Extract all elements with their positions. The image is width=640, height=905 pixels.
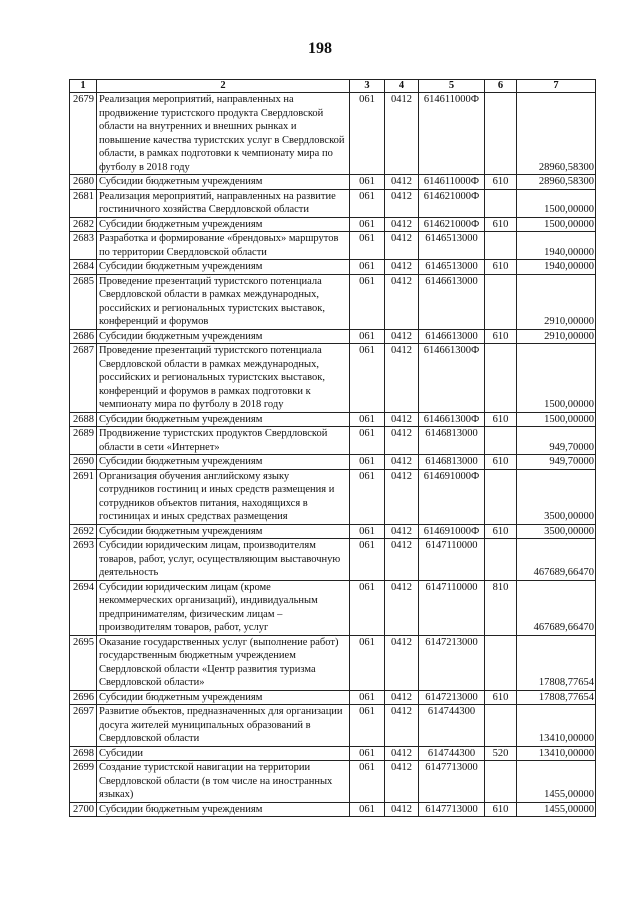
header-col-4: 4 bbox=[385, 80, 419, 93]
row-code-3: 061 bbox=[350, 175, 385, 190]
row-number: 2683 bbox=[70, 232, 97, 260]
row-name: Субсидии бюджетным учреждениям bbox=[97, 690, 350, 705]
row-code-3: 061 bbox=[350, 260, 385, 275]
header-col-2: 2 bbox=[97, 80, 350, 93]
row-code-4: 0412 bbox=[385, 802, 419, 817]
row-amount: 2910,00000 bbox=[517, 274, 596, 329]
table-row bbox=[70, 260, 596, 275]
row-code-4: 0412 bbox=[385, 705, 419, 747]
row-name: Субсидии бюджетным учреждениям bbox=[97, 455, 350, 470]
row-amount: 1940,00000 bbox=[517, 260, 596, 275]
row-code-3: 061 bbox=[350, 705, 385, 747]
row-code-3: 061 bbox=[350, 635, 385, 690]
row-code-5: 6146513000 bbox=[419, 232, 485, 260]
table-row bbox=[70, 93, 596, 175]
row-code-5: 6147110000 bbox=[419, 539, 485, 581]
row-code-3: 061 bbox=[350, 232, 385, 260]
row-code-5: 6146613000 bbox=[419, 329, 485, 344]
row-code-6 bbox=[485, 635, 517, 690]
row-code-4: 0412 bbox=[385, 189, 419, 217]
row-code-6 bbox=[485, 539, 517, 581]
table-row bbox=[70, 635, 596, 690]
row-code-4: 0412 bbox=[385, 344, 419, 413]
row-name: Реализация мероприятий, направленных на развитие гостиничного хозяйства Свердловской области bbox=[97, 189, 350, 217]
row-number: 2679 bbox=[70, 93, 97, 175]
row-code-4: 0412 bbox=[385, 746, 419, 761]
row-name: Субсидии бюджетным учреждениям bbox=[97, 524, 350, 539]
row-code-4: 0412 bbox=[385, 761, 419, 803]
row-code-6: 610 bbox=[485, 217, 517, 232]
row-code-4: 0412 bbox=[385, 524, 419, 539]
row-code-6: 610 bbox=[485, 524, 517, 539]
row-code-6 bbox=[485, 232, 517, 260]
row-code-6: 610 bbox=[485, 175, 517, 190]
row-code-3: 061 bbox=[350, 427, 385, 455]
table-row bbox=[70, 455, 596, 470]
table-row bbox=[70, 232, 596, 260]
row-code-4: 0412 bbox=[385, 232, 419, 260]
row-code-3: 061 bbox=[350, 455, 385, 470]
row-amount: 3500,00000 bbox=[517, 469, 596, 524]
row-number: 2691 bbox=[70, 469, 97, 524]
row-code-5: 6147713000 bbox=[419, 761, 485, 803]
row-amount: 1500,00000 bbox=[517, 412, 596, 427]
row-code-5: 614691000Ф bbox=[419, 524, 485, 539]
row-name: Субсидии бюджетным учреждениям bbox=[97, 175, 350, 190]
row-code-3: 061 bbox=[350, 217, 385, 232]
row-code-3: 061 bbox=[350, 761, 385, 803]
row-number: 2689 bbox=[70, 427, 97, 455]
row-amount: 1500,00000 bbox=[517, 344, 596, 413]
row-amount: 13410,00000 bbox=[517, 746, 596, 761]
row-number: 2686 bbox=[70, 329, 97, 344]
row-number: 2684 bbox=[70, 260, 97, 275]
row-code-6: 610 bbox=[485, 455, 517, 470]
row-code-5: 614744300 bbox=[419, 705, 485, 747]
row-code-6: 520 bbox=[485, 746, 517, 761]
row-name: Развитие объектов, предназначенных для организации досуга жителей муниципальных образований в Свердловской области bbox=[97, 705, 350, 747]
row-code-5: 6146813000 bbox=[419, 455, 485, 470]
row-code-6 bbox=[485, 344, 517, 413]
row-number: 2692 bbox=[70, 524, 97, 539]
row-amount: 1500,00000 bbox=[517, 189, 596, 217]
row-number: 2694 bbox=[70, 580, 97, 635]
row-number: 2682 bbox=[70, 217, 97, 232]
row-code-6: 610 bbox=[485, 260, 517, 275]
row-name: Субсидии бюджетным учреждениям bbox=[97, 329, 350, 344]
row-number: 2687 bbox=[70, 344, 97, 413]
row-code-6 bbox=[485, 761, 517, 803]
row-code-5: 614691000Ф bbox=[419, 469, 485, 524]
row-code-6: 610 bbox=[485, 412, 517, 427]
row-code-6 bbox=[485, 469, 517, 524]
row-code-3: 061 bbox=[350, 690, 385, 705]
row-name: Проведение презентаций туристского потенциала Свердловской области в рамках международных, российских и региональных туристских выставок, конференций и форумов в рамках подготовки к чемпионату мира по футболу в 2018 году bbox=[97, 344, 350, 413]
row-name: Субсидии bbox=[97, 746, 350, 761]
table-row bbox=[70, 412, 596, 427]
table-row bbox=[70, 217, 596, 232]
row-code-3: 061 bbox=[350, 580, 385, 635]
row-code-5: 614661300Ф bbox=[419, 344, 485, 413]
row-code-5: 6147713000 bbox=[419, 802, 485, 817]
table-row bbox=[70, 344, 596, 413]
row-code-6 bbox=[485, 274, 517, 329]
row-name: Оказание государственных услуг (выполнение работ) государственным бюджетным учреждением Свердловской области «Центр развития туризма Свердловской области» bbox=[97, 635, 350, 690]
row-name: Создание туристской навигации на территории Свердловской области (в том числе на иностранных языках) bbox=[97, 761, 350, 803]
row-number: 2700 bbox=[70, 802, 97, 817]
row-name: Проведение презентаций туристского потенциала Свердловской области в рамках международных, российских и региональных туристских выставок, конференций и форумов bbox=[97, 274, 350, 329]
row-amount: 1500,00000 bbox=[517, 217, 596, 232]
row-amount: 2910,00000 bbox=[517, 329, 596, 344]
page-number: 198 bbox=[308, 40, 332, 57]
table-row bbox=[70, 746, 596, 761]
row-code-4: 0412 bbox=[385, 580, 419, 635]
row-amount: 467689,66470 bbox=[517, 539, 596, 581]
row-code-3: 061 bbox=[350, 539, 385, 581]
table-row bbox=[70, 329, 596, 344]
row-number: 2690 bbox=[70, 455, 97, 470]
table-row bbox=[70, 690, 596, 705]
row-name: Разработка и формирование «брендовых» маршрутов по территории Свердловской области bbox=[97, 232, 350, 260]
row-amount: 17808,77654 bbox=[517, 635, 596, 690]
row-code-3: 061 bbox=[350, 746, 385, 761]
header-col-7: 7 bbox=[517, 80, 596, 93]
row-code-5: 6146513000 bbox=[419, 260, 485, 275]
row-name: Субсидии бюджетным учреждениям bbox=[97, 260, 350, 275]
table-row bbox=[70, 539, 596, 581]
row-code-4: 0412 bbox=[385, 274, 419, 329]
row-number: 2693 bbox=[70, 539, 97, 581]
row-code-4: 0412 bbox=[385, 469, 419, 524]
row-name: Субсидии юридическим лицам (кроме некоммерческих организаций), индивидуальным предпринимателям, физическим лицам – производителям товаров, работ, услуг bbox=[97, 580, 350, 635]
header-col-6: 6 bbox=[485, 80, 517, 93]
row-number: 2688 bbox=[70, 412, 97, 427]
row-name: Продвижение туристских продуктов Свердловской области в сети «Интернет» bbox=[97, 427, 350, 455]
row-code-3: 061 bbox=[350, 93, 385, 175]
row-code-6 bbox=[485, 189, 517, 217]
row-code-4: 0412 bbox=[385, 260, 419, 275]
row-code-4: 0412 bbox=[385, 690, 419, 705]
row-name: Субсидии бюджетным учреждениям bbox=[97, 802, 350, 817]
table-row bbox=[70, 469, 596, 524]
table-row bbox=[70, 705, 596, 747]
row-code-6: 610 bbox=[485, 690, 517, 705]
table-row bbox=[70, 580, 596, 635]
row-number: 2697 bbox=[70, 705, 97, 747]
row-name: Субсидии бюджетным учреждениям bbox=[97, 412, 350, 427]
row-amount: 3500,00000 bbox=[517, 524, 596, 539]
row-amount: 467689,66470 bbox=[517, 580, 596, 635]
row-code-6 bbox=[485, 705, 517, 747]
row-code-5: 6147213000 bbox=[419, 635, 485, 690]
row-number: 2685 bbox=[70, 274, 97, 329]
row-number: 2695 bbox=[70, 635, 97, 690]
header-col-3: 3 bbox=[350, 80, 385, 93]
row-amount: 949,70000 bbox=[517, 427, 596, 455]
budget-table bbox=[69, 79, 596, 817]
row-code-4: 0412 bbox=[385, 175, 419, 190]
row-code-6: 610 bbox=[485, 802, 517, 817]
row-code-4: 0412 bbox=[385, 93, 419, 175]
row-code-5: 6146813000 bbox=[419, 427, 485, 455]
row-code-6: 610 bbox=[485, 329, 517, 344]
row-code-5: 6146613000 bbox=[419, 274, 485, 329]
row-code-4: 0412 bbox=[385, 329, 419, 344]
row-code-4: 0412 bbox=[385, 455, 419, 470]
header-col-1: 1 bbox=[70, 80, 97, 93]
row-name: Организация обучения английскому языку сотрудников гостиниц и иных средств размещения и сотрудников объектов питания, находящихся в гостиницах и иных средствах размещения bbox=[97, 469, 350, 524]
row-code-4: 0412 bbox=[385, 635, 419, 690]
row-amount: 949,70000 bbox=[517, 455, 596, 470]
row-number: 2696 bbox=[70, 690, 97, 705]
row-code-6: 810 bbox=[485, 580, 517, 635]
row-code-5: 614661300Ф bbox=[419, 412, 485, 427]
row-code-3: 061 bbox=[350, 344, 385, 413]
row-code-4: 0412 bbox=[385, 539, 419, 581]
row-code-5: 6147110000 bbox=[419, 580, 485, 635]
row-code-3: 061 bbox=[350, 329, 385, 344]
row-code-3: 061 bbox=[350, 274, 385, 329]
table-row bbox=[70, 427, 596, 455]
row-number: 2699 bbox=[70, 761, 97, 803]
row-amount: 1455,00000 bbox=[517, 761, 596, 803]
row-amount: 1455,00000 bbox=[517, 802, 596, 817]
row-code-4: 0412 bbox=[385, 217, 419, 232]
row-code-5: 614611000Ф bbox=[419, 175, 485, 190]
table-row bbox=[70, 274, 596, 329]
row-code-3: 061 bbox=[350, 412, 385, 427]
table-row bbox=[70, 802, 596, 817]
row-code-5: 614621000Ф bbox=[419, 189, 485, 217]
row-name: Субсидии юридическим лицам, производителям товаров, работ, услуг, осуществляющим выставочную деятельность bbox=[97, 539, 350, 581]
row-code-6 bbox=[485, 93, 517, 175]
header-col-5: 5 bbox=[419, 80, 485, 93]
row-amount: 28960,58300 bbox=[517, 175, 596, 190]
row-code-5: 614611000Ф bbox=[419, 93, 485, 175]
row-code-3: 061 bbox=[350, 469, 385, 524]
table-row bbox=[70, 761, 596, 803]
header-row bbox=[70, 80, 596, 93]
row-number: 2681 bbox=[70, 189, 97, 217]
table-row bbox=[70, 175, 596, 190]
row-code-3: 061 bbox=[350, 524, 385, 539]
row-amount: 28960,58300 bbox=[517, 93, 596, 175]
row-code-5: 614744300 bbox=[419, 746, 485, 761]
row-code-4: 0412 bbox=[385, 412, 419, 427]
row-code-6 bbox=[485, 427, 517, 455]
row-code-3: 061 bbox=[350, 802, 385, 817]
row-amount: 13410,00000 bbox=[517, 705, 596, 747]
table-row bbox=[70, 189, 596, 217]
row-code-5: 614621000Ф bbox=[419, 217, 485, 232]
table-row bbox=[70, 524, 596, 539]
row-code-3: 061 bbox=[350, 189, 385, 217]
row-number: 2698 bbox=[70, 746, 97, 761]
row-amount: 1940,00000 bbox=[517, 232, 596, 260]
row-code-5: 6147213000 bbox=[419, 690, 485, 705]
row-name: Субсидии бюджетным учреждениям bbox=[97, 217, 350, 232]
row-number: 2680 bbox=[70, 175, 97, 190]
row-amount: 17808,77654 bbox=[517, 690, 596, 705]
row-name: Реализация мероприятий, направленных на продвижение туристского продукта Свердловской области на внутренних и внешних рынках и повышение качества туристских услуг в Свердловской области, в рамках подготовки к чемпионату мира по футболу в 2018 году bbox=[97, 93, 350, 175]
row-code-4: 0412 bbox=[385, 427, 419, 455]
